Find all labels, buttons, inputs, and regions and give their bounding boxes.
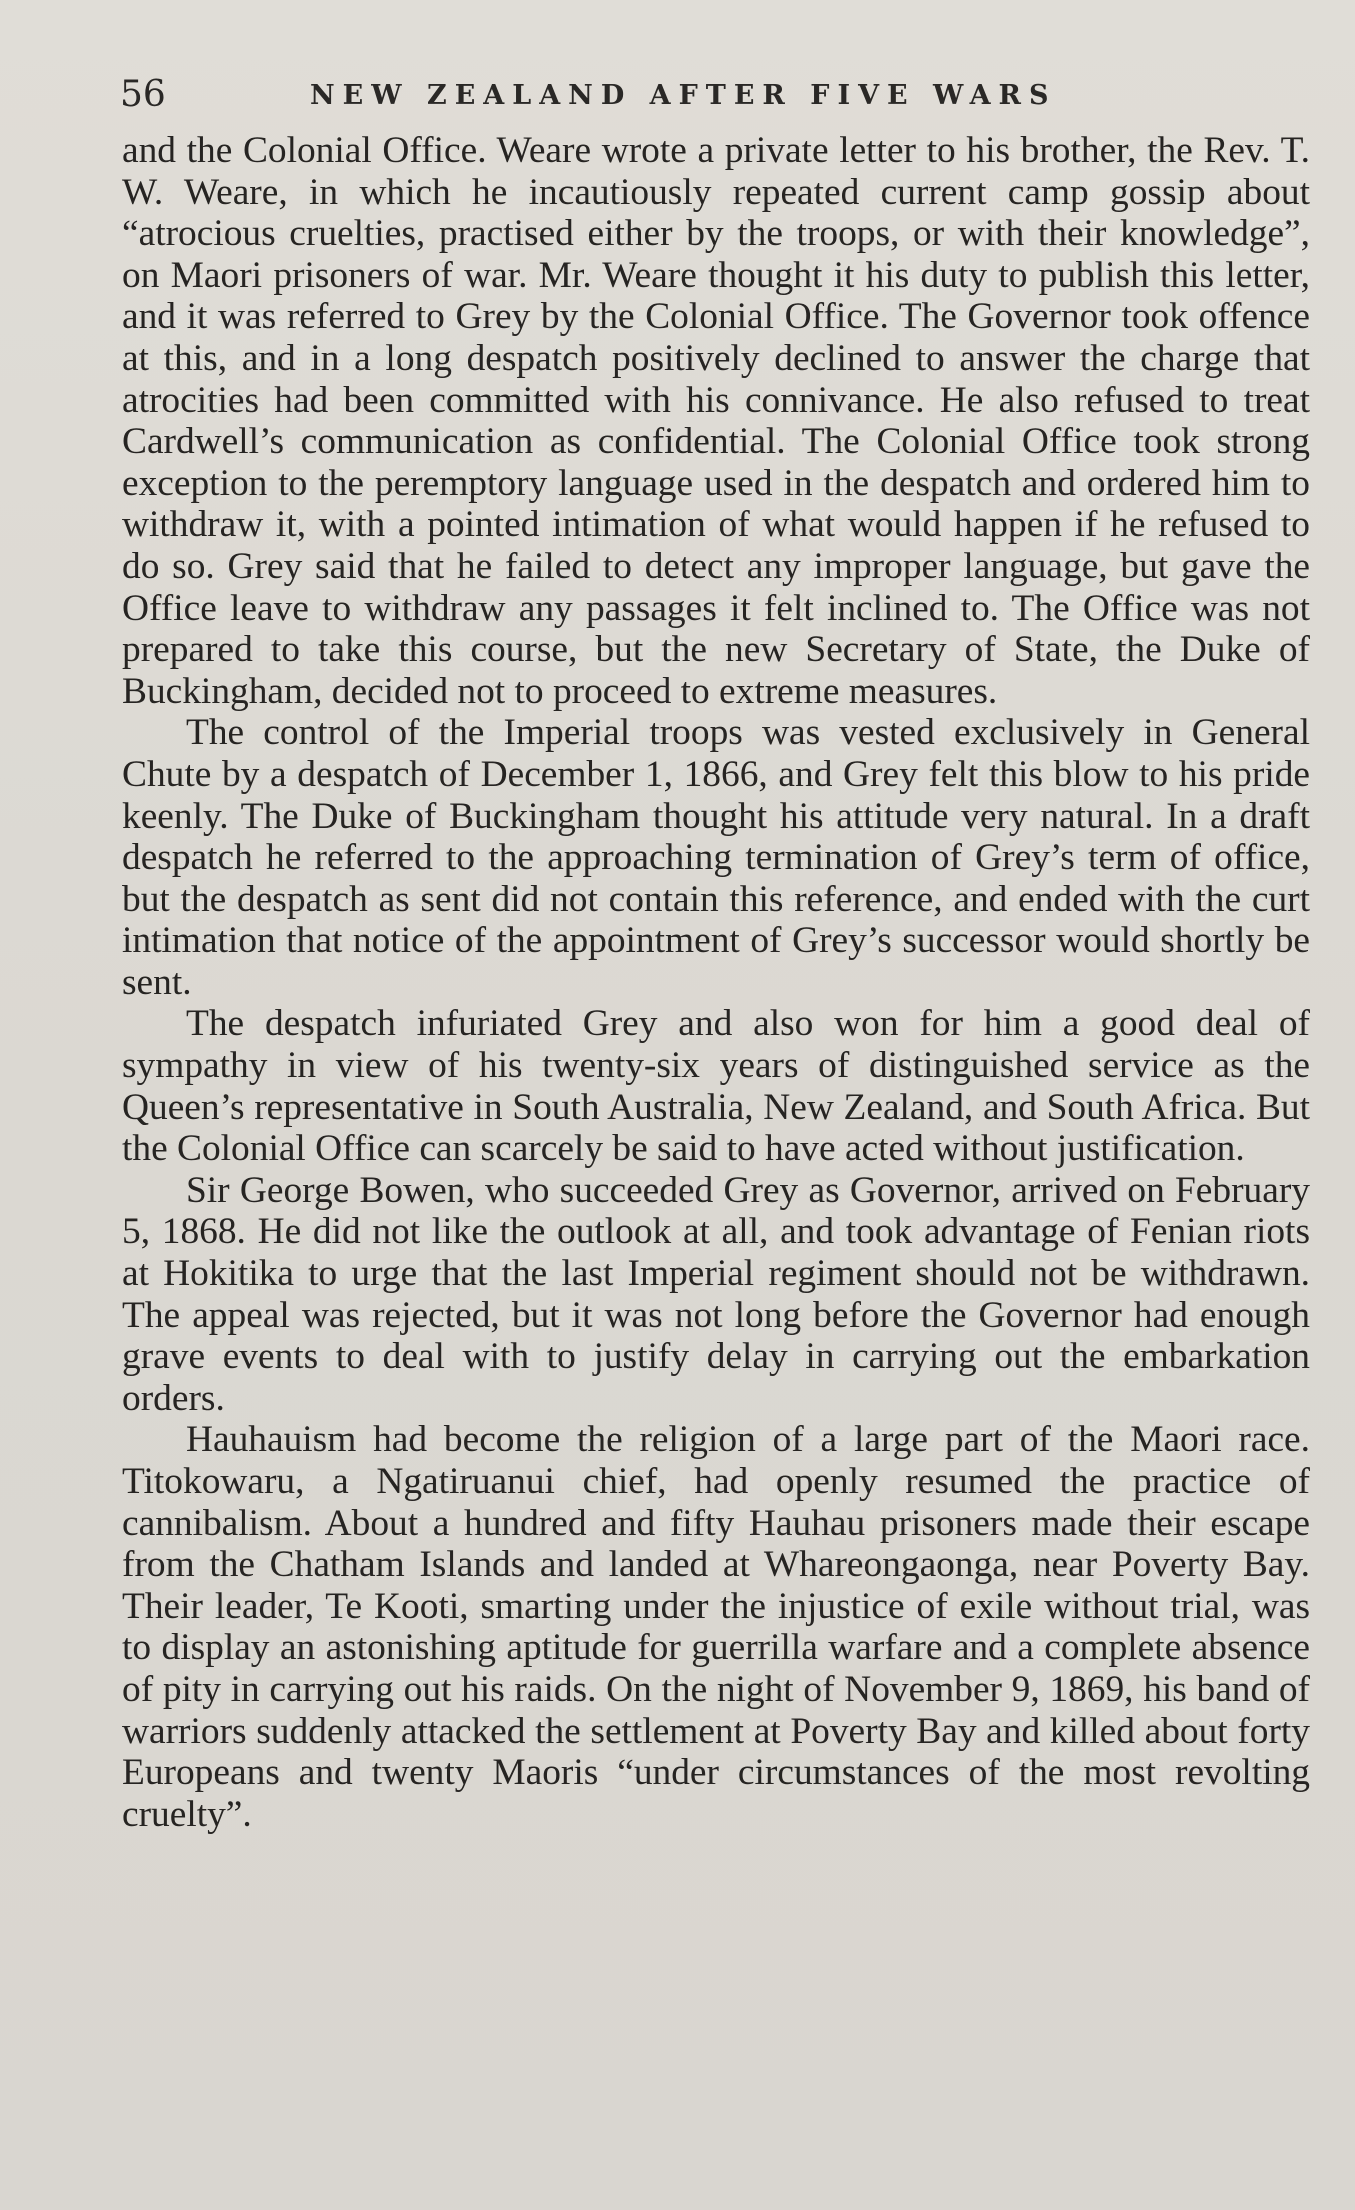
paragraph: Hauhauism had become the religion of a large part of the Maori race. Titokowaru, a Ngatiruanui chief, had openly resumed the practice of cannibalism. About a hundred and fifty Hauhau prisoners made their escape from the Chatham Islands and landed at Whareongaonga, near Poverty Bay. Their leader, Te Kooti, smarting under the injustice of exile without trial, was to display an astonishing aptitude for guerrilla warfare and a complete absence of pity in carrying out his raids. On the night of November 9, 1869, his band of warriors suddenly attacked the settlement at Poverty Bay and killed about forty Europeans and twenty Maoris “under circumstances of the most revolting cruelty”. (122, 1419, 1310, 1835)
page-number: 56 (120, 74, 166, 115)
paragraph: and the Colonial Office. Weare wrote a private letter to his brother, the Rev. T. W. Weare, in which he incautiously repeated current camp gossip about “atrocious cruelties, practised either by the troops, or with their knowledge”, on Maori prisoners of war. Mr. Weare thought it his duty to publish this letter, and it was referred to Grey by the Colonial Office. The Governor took offence at this, and in a long despatch positively declined to answer the charge that atrocities had been committed with his connivance. He also refused to treat Cardwell’s communication as confidential. The Colonial Office took strong exception to the peremptory language used in the despatch and ordered him to withdraw it, with a pointed intimation of what would happen if he refused to do so. Grey said that he failed to detect any improper language, but gave the Office leave to withdraw any passages it felt inclined to. The Office was not prepared to take this course, but the new Secretary of State, the Duke of Buckingham, decided not to proceed to extreme measures. (122, 130, 1310, 712)
body-text (122, 130, 1310, 1835)
paragraph: Sir George Bowen, who succeeded Grey as Governor, arrived on February 5, 1868. He did not like the outlook at all, and took advantage of Fenian riots at Hokitika to urge that the last Imperial regiment should not be withdrawn. The appeal was rejected, but it was not long before the Governor had enough grave events to deal with to justify delay in carrying out the embarkation orders. (122, 1169, 1310, 1419)
paragraph: The despatch infuriated Grey and also won for him a good deal of sympathy in view of his twenty-six years of distinguished service as the Queen’s representative in South Australia, New Zealand, and South Africa. But the Colonial Office can scarcely be said to have acted without justification. (122, 1003, 1310, 1170)
paragraph: The control of the Imperial troops was vested exclusively in General Chute by a despatch of December 1, 1866, and Grey felt this blow to his pride keenly. The Duke of Buckingham thought his attitude very natural. In a draft despatch he referred to the approaching termination of Grey’s term of office, but the despatch as sent did not contain this reference, and ended with the curt intimation that notice of the appointment of Grey’s successor would shortly be sent. (122, 712, 1310, 1003)
page-header (120, 70, 1130, 120)
running-head: NEW ZEALAND AFTER FIVE WARS (310, 80, 1057, 111)
